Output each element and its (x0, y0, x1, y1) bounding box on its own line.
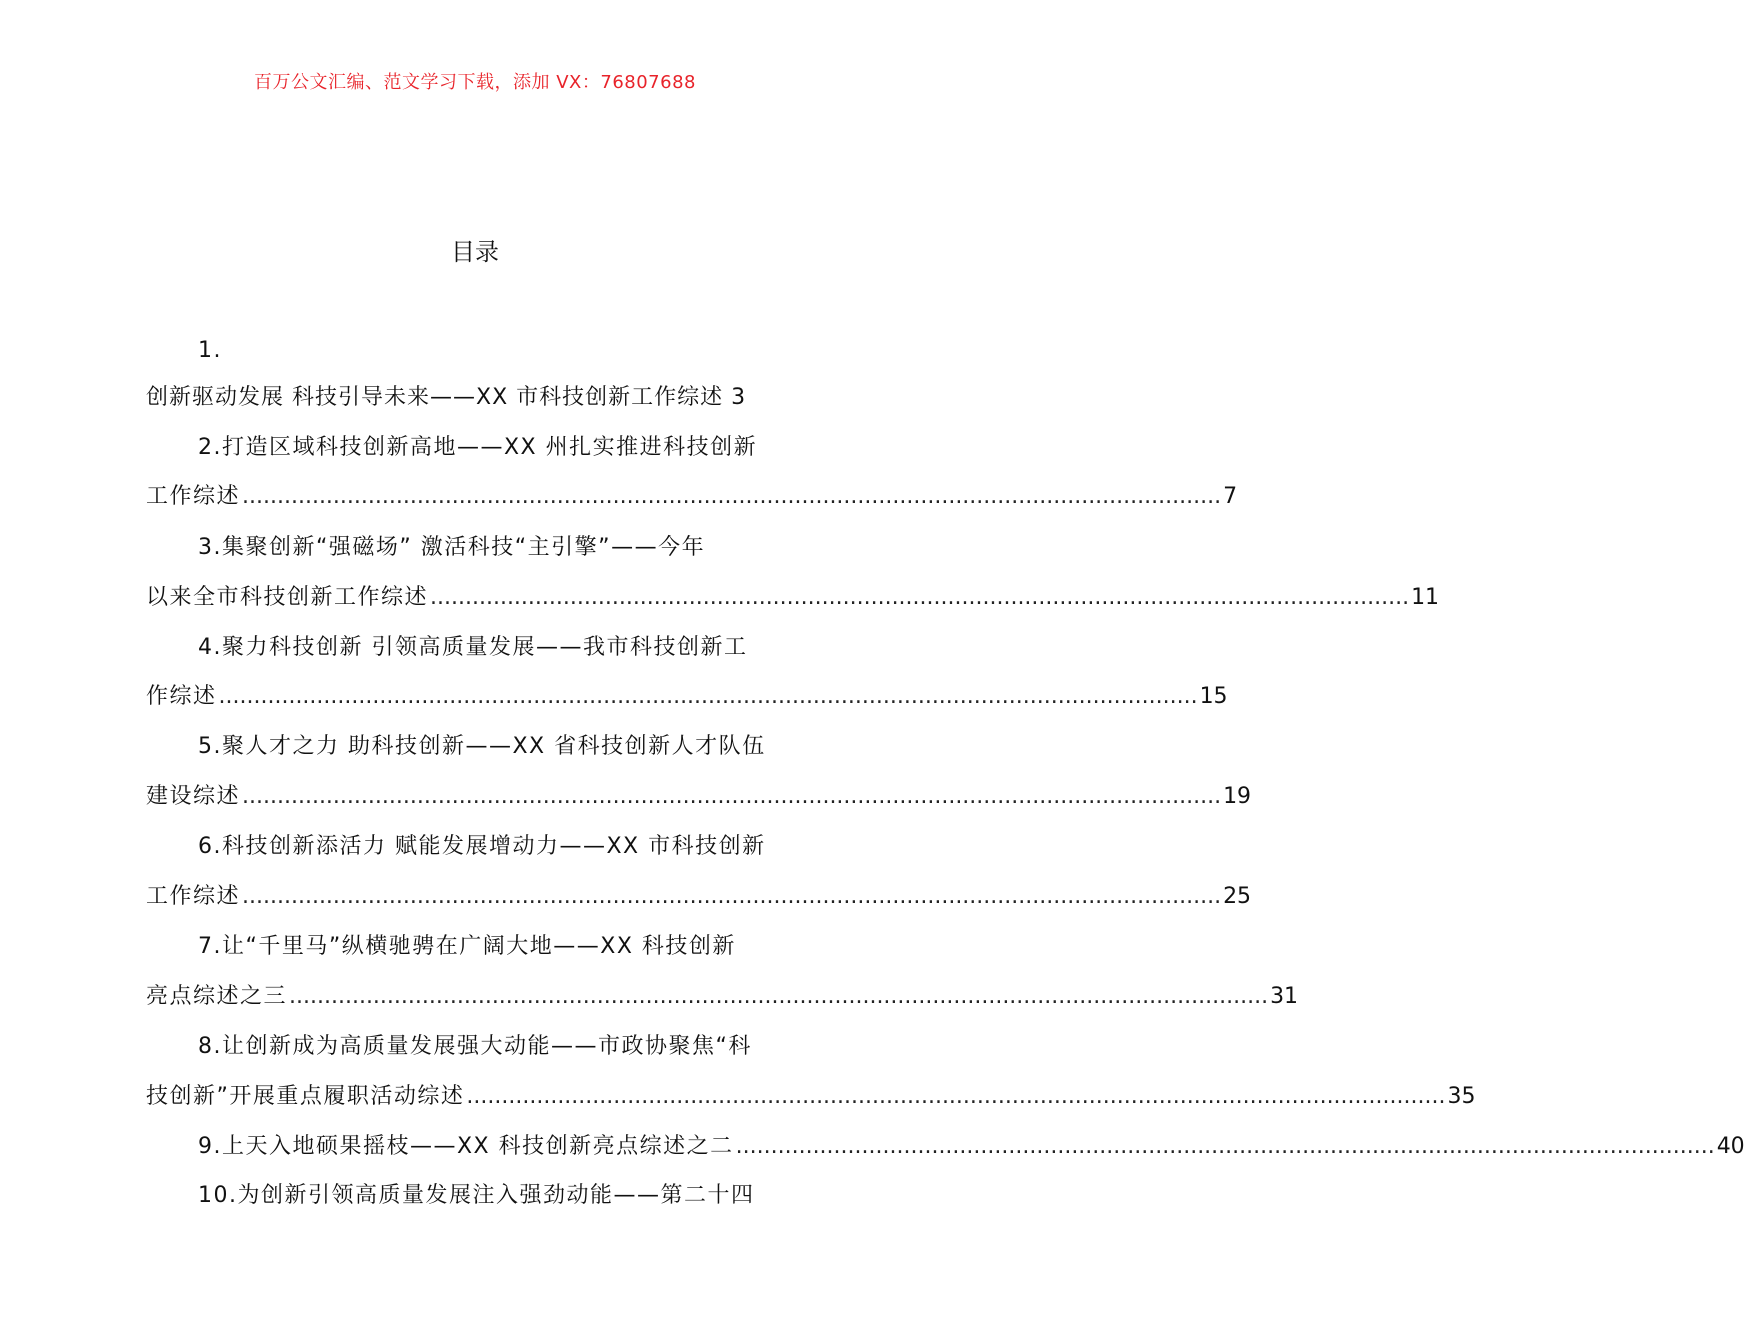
toc-entry-8-page: 35 (1447, 1084, 1476, 1109)
toc-title: 目录 (451, 238, 499, 266)
toc-entry-7-line1[interactable]: 7.让“千里马”纵横驰骋在广阔大地——XX 科技创新 (198, 934, 736, 959)
toc-entry-5-line1[interactable]: 5.聚人才之力 助科技创新——XX 省科技创新人才队伍 (198, 734, 766, 759)
toc-entry-2-line2[interactable] (146, 482, 1238, 512)
toc-entry-6-tail: 工作综述 (146, 884, 241, 909)
toc-entry-3-page: 11 (1411, 585, 1440, 610)
toc-entry-3-tail: 以来全市科技创新工作综述 (146, 585, 429, 610)
toc-entry-4-page: 15 (1199, 684, 1228, 709)
toc-entry-1-number: 1. (198, 338, 222, 363)
toc-entry-8-line2[interactable] (146, 1082, 1476, 1112)
toc-entry-7-tail: 亮点综述之三 (146, 984, 288, 1009)
toc-entry-5-tail: 建设综述 (146, 784, 241, 809)
toc-entry-8-tail: 技创新”开展重点履职活动综述 (146, 1084, 465, 1109)
toc-entry-9[interactable] (146, 1132, 1745, 1162)
toc-entry-7-page: 31 (1270, 984, 1299, 1009)
toc-entry-6-line2[interactable] (146, 882, 1252, 912)
toc-entry-8-line1[interactable]: 8.让创新成为高质量发展强大动能——市政协聚焦“科 (198, 1034, 752, 1059)
dot-leader: ............................................................................................................................................ (242, 484, 1222, 509)
watermark-header: 百万公文汇编、范文学习下载，添加 VX：76807688 (254, 72, 696, 93)
dot-leader: ............................................................................................................................................ (242, 784, 1222, 809)
toc-entry-7-line2[interactable] (146, 982, 1299, 1012)
toc-entry-1[interactable]: 创新驱动发展 科技引导未来——XX 市科技创新工作综述 3 (146, 385, 747, 410)
toc-entry-4-tail: 作综述 (146, 684, 217, 709)
toc-entry-9-text: 9.上天入地硕果摇枝——XX 科技创新亮点综述之二 (198, 1134, 734, 1159)
toc-entry-10-line1[interactable]: 10.为创新引领高质量发展注入强劲动能——第二十四 (198, 1183, 755, 1208)
toc-entry-3-line1[interactable]: 3.集聚创新“强磁场” 激活科技“主引擎”——今年 (198, 535, 706, 560)
dot-leader: ............................................................................................................................................ (735, 1134, 1715, 1159)
toc-entry-3-line2[interactable] (146, 583, 1440, 613)
dot-leader: ............................................................................................................................................ (430, 585, 1410, 610)
toc-entry-9-page: 40 (1716, 1134, 1745, 1159)
toc-entry-2-tail: 工作综述 (146, 484, 241, 509)
toc-entry-6-line1[interactable]: 6.科技创新添活力 赋能发展增动力——XX 市科技创新 (198, 834, 766, 859)
dot-leader: ............................................................................................................................................ (289, 984, 1269, 1009)
toc-entry-5-page: 19 (1223, 784, 1252, 809)
dot-leader: ............................................................................................................................................ (466, 1084, 1446, 1109)
toc-entry-6-page: 25 (1223, 884, 1252, 909)
toc-entry-4-line2[interactable] (146, 682, 1228, 712)
toc-entry-4-line1[interactable]: 4.聚力科技创新 引领高质量发展——我市科技创新工 (198, 635, 748, 660)
toc-entry-2-page: 7 (1223, 484, 1238, 509)
dot-leader: ............................................................................................................................................ (242, 884, 1222, 909)
toc-entry-5-line2[interactable] (146, 782, 1252, 812)
dot-leader: ............................................................................................................................................ (218, 684, 1198, 709)
toc-entry-2-line1[interactable]: 2.打造区域科技创新高地——XX 州扎实推进科技创新 (198, 435, 758, 460)
